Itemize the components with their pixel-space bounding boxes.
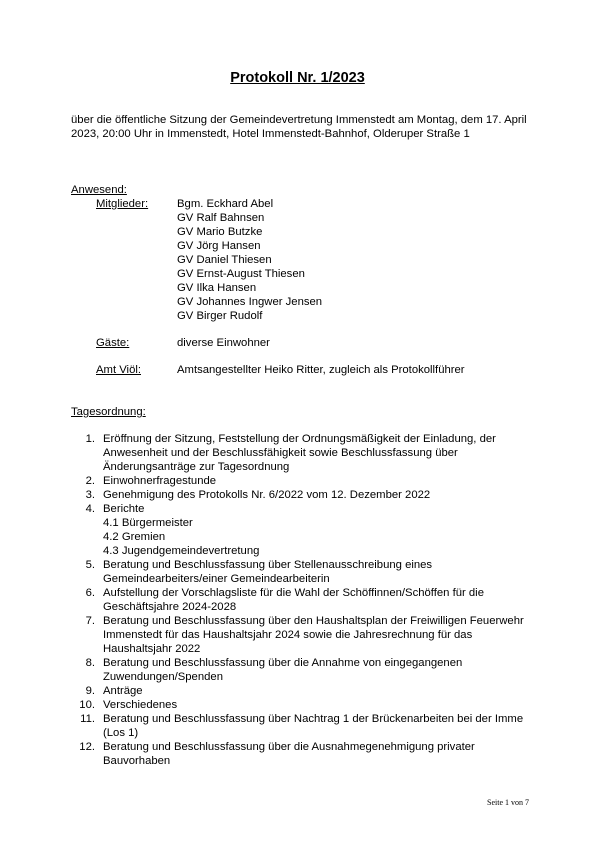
member-name: GV Ernst-August Thiesen bbox=[177, 268, 305, 280]
agenda-item-number: 6. bbox=[85, 587, 95, 599]
agenda-subitem: 4.2 Gremien bbox=[103, 531, 166, 543]
guests-value: diverse Einwohner bbox=[177, 337, 270, 349]
agenda-item-text: Aufstellung der Vorschlagsliste für die Wahl der Schöffinnen/Schöffen für die Geschäftsjahre 2024-2028 bbox=[103, 587, 484, 613]
agenda-item-number: 11. bbox=[80, 713, 95, 725]
agenda-item-text: Berichte bbox=[103, 503, 145, 515]
attendance-heading: Anwesend: bbox=[71, 184, 127, 196]
agenda-item-number: 2. bbox=[85, 475, 95, 487]
agenda-item bbox=[71, 656, 531, 684]
agenda-item bbox=[71, 614, 531, 656]
agenda-item-text: Beratung und Beschlussfassung über den Haushaltsplan der Freiwilligen Feuerwehr Immenstedt für das Haushaltsjahr 2024 sowie die Jahresrechnung für das Haushaltsjahr 2022 bbox=[103, 615, 524, 655]
agenda-item-number: 7. bbox=[85, 615, 95, 627]
agenda-item-number: 5. bbox=[85, 559, 95, 571]
agenda-item bbox=[71, 684, 531, 698]
members-label: Mitglieder: bbox=[96, 198, 149, 210]
member-name: GV Johannes Ingwer Jensen bbox=[177, 296, 323, 308]
agenda-item bbox=[71, 740, 531, 768]
agenda-item-number: 8. bbox=[85, 657, 95, 669]
agenda-item-text: Verschiedenes bbox=[103, 699, 178, 711]
agenda-item bbox=[71, 712, 531, 740]
agenda-item-text: Beratung und Beschlussfassung über die Ausnahmegenehmigung privater Bauvorhaben bbox=[103, 741, 475, 767]
attendance-section bbox=[71, 183, 531, 377]
agenda-item bbox=[71, 558, 531, 586]
member-name: GV Daniel Thiesen bbox=[177, 254, 272, 266]
agenda-item-number: 9. bbox=[85, 685, 95, 697]
agenda-item-number: 10. bbox=[79, 699, 95, 711]
agenda-item-number: 3. bbox=[85, 489, 95, 501]
agenda-item bbox=[71, 586, 531, 614]
agenda-subitem: 4.3 Jugendgemeindevertretung bbox=[103, 545, 260, 557]
office-value: Amtsangestellter Heiko Ritter, zugleich als Protokollführer bbox=[177, 364, 465, 376]
agenda-item-text: Beratung und Beschlussfassung über Stellenausschreibung eines Gemeindearbeiters/einer Gemeindearbeiterin bbox=[103, 559, 433, 585]
agenda-item bbox=[71, 474, 531, 488]
agenda-item bbox=[71, 502, 531, 558]
page-title: Protokoll Nr. 1/2023 bbox=[230, 70, 365, 86]
agenda-list bbox=[71, 432, 531, 768]
member-name: GV Birger Rudolf bbox=[177, 310, 263, 322]
member-name: GV Ilka Hansen bbox=[177, 282, 257, 294]
member-name: GV Mario Butzke bbox=[177, 226, 263, 238]
member-name: Bgm. Eckhard Abel bbox=[177, 198, 274, 210]
agenda-item-number: 12. bbox=[79, 741, 95, 753]
member-name: GV Ralf Bahnsen bbox=[177, 212, 265, 224]
agenda-heading: Tagesordnung: bbox=[71, 406, 146, 418]
agenda-item bbox=[71, 432, 531, 474]
agenda-item bbox=[71, 698, 531, 712]
guests-label: Gäste: bbox=[96, 337, 130, 349]
agenda-item-text: Genehmigung des Protokolls Nr. 6/2022 vom 12. Dezember 2022 bbox=[103, 489, 431, 501]
agenda-item-number: 4. bbox=[85, 503, 95, 515]
agenda-item-text: Einwohnerfragestunde bbox=[103, 475, 217, 487]
agenda-item-text: Anträge bbox=[103, 685, 143, 697]
agenda-item-text: Eröffnung der Sitzung, Feststellung der Ordnungsmäßigkeit der Einladung, der Anwesenheit und der Beschlussfähigkeit sowie Beschlussfassung über Änderungsanträge zur Tagesordnung bbox=[103, 433, 496, 473]
office-label: Amt Viöl: bbox=[96, 364, 141, 376]
agenda-item-text: Beratung und Beschlussfassung über Nachtrag 1 der Brückenarbeiten bei der Imme (Los 1) bbox=[103, 713, 524, 739]
agenda-subitem: 4.1 Bürgermeister bbox=[103, 517, 193, 529]
agenda-item-text: Beratung und Beschlussfassung über die Annahme von eingegangenen Zuwendungen/Spenden bbox=[103, 657, 463, 683]
page-number: Seite 1 von 7 bbox=[487, 798, 529, 807]
member-name: GV Jörg Hansen bbox=[177, 240, 261, 252]
agenda-item bbox=[71, 488, 531, 502]
meeting-intro: über die öffentliche Sitzung der Gemeindevertretung Immenstedt am Montag, dem 17. April 2023, 20:00 Uhr in Immenstedt, Hotel Immenstedt-Bahnhof, Olderuper Straße 1 bbox=[71, 114, 527, 140]
agenda-item-number: 1. bbox=[85, 433, 95, 445]
